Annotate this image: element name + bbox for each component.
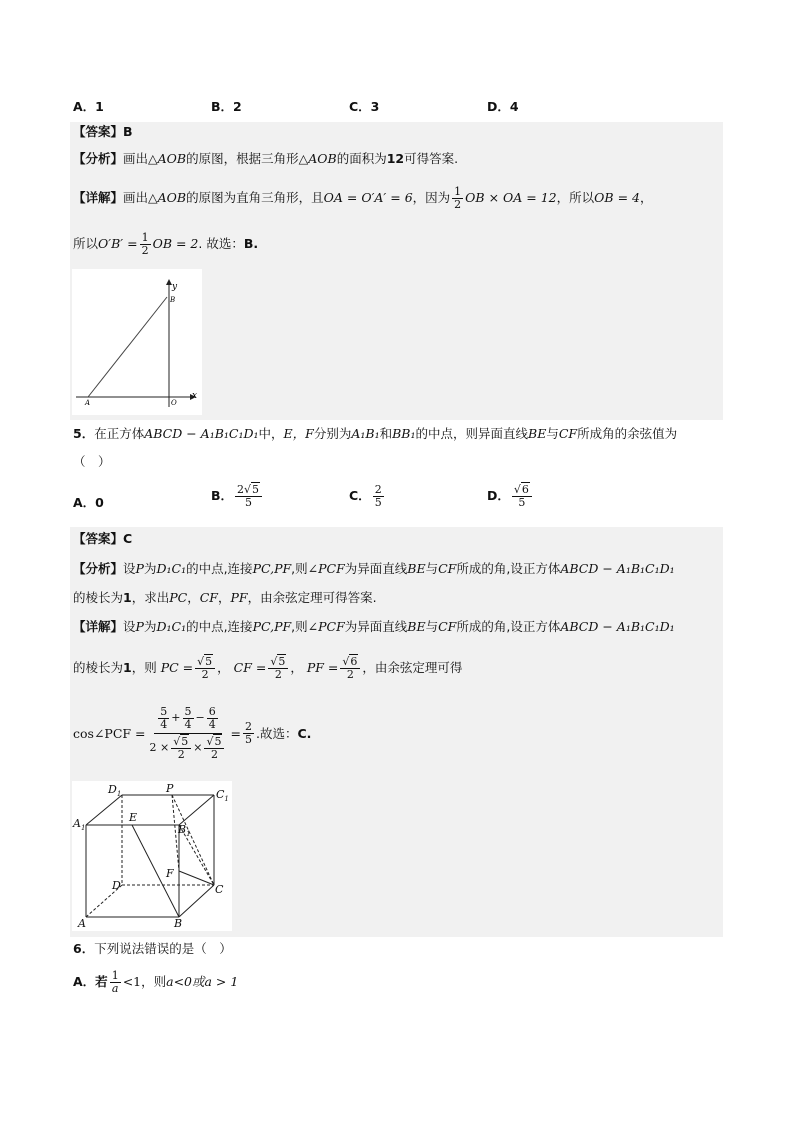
option-d: D．4 (487, 99, 519, 114)
q5-analysis-line1: 【分析】设P为D₁C₁的中点,连接PC,PF,则∠PCF为异面直线BE与CF所成的角,设正方体ABCD − A₁B₁C₁D₁ (73, 561, 675, 576)
option-c: C．3 (349, 99, 380, 114)
q5-detail-line1: 【详解】设P为D₁C₁的中点,连接PC,PF,则∠PCF为异面直线BE与CF所成的角,设正方体ABCD − A₁B₁C₁D₁ (73, 619, 675, 634)
label-f: F (166, 867, 174, 880)
label-d: D (112, 879, 121, 892)
q4-triangle-figure (72, 269, 202, 415)
label-c1: $C_1$ (216, 788, 229, 803)
q5-cos-formula: cos∠PCF = $\frac{5}{4}$ + $\frac{5}{4}$ − $\frac{6}{4}$ 2 × $\frac{√5}{2}$ × $\frac{√5}{2}$ = $\frac{2}{5}$ .故选： C. (73, 704, 312, 761)
q5-paren: （ ） (73, 454, 111, 469)
q5-option-c: C． $\frac{2}{5}$ (349, 483, 382, 509)
q5-option-a: A．0 (73, 495, 104, 510)
label-y: y (172, 282, 178, 292)
q6-option-a: A．若 $\frac{1}{a}$ <1，则a<0或a > 1 (73, 969, 239, 995)
q5-detail-line2: 的棱长为1，则 PC = $\frac{√5}{2}$ ， CF = $\frac{√5}{2}$ ， PF = $\frac{√6}{2}$ ，由余弦定理可得 (73, 655, 463, 681)
label-d1: $D_1$ (108, 783, 122, 798)
label-a: A (78, 917, 86, 930)
label-b: B (174, 917, 183, 930)
label-x: x (192, 391, 198, 401)
q4-detail-line1: 【详解】画出△AOB的原图为直角三角形，且OA = O′A′ = 6，因为 $\frac{1}{2}$ OB × OA = 12，所以OB = 4， (73, 185, 653, 211)
label-c: C (215, 883, 224, 896)
label-a: A (85, 399, 91, 407)
option-a: A．1 (73, 99, 104, 114)
label-b: B (170, 296, 176, 304)
q5-answer: 【答案】C (73, 531, 133, 546)
label-b1: $B_1$ (178, 823, 191, 838)
q6-stem: 6．下列说法错误的是（ ） (73, 941, 232, 956)
q5-option-d: D． $\frac{√6}{5}$ (487, 484, 534, 509)
label-o: O (171, 399, 177, 407)
label-a1: $A_1$ (73, 817, 86, 832)
q4-detail-line2: 所以O′B′ = $\frac{1}{2}$ OB = 2. 故选：B. (73, 231, 259, 257)
option-b: B．2 (211, 99, 242, 114)
q5-cube-figure (72, 781, 232, 931)
q4-analysis: 【分析】画出△AOB的原图，根据三角形△AOB的面积为12可得答案. (73, 151, 459, 166)
q4-answer: 【答案】B (73, 124, 133, 139)
segment-ab (88, 297, 167, 397)
q5-stem: 5．在正方体ABCD − A₁B₁C₁D₁中，E，F分别为A₁B₁和BB₁的中点，则异面直线BE与CF所成角的余弦值为 (73, 426, 678, 441)
label-p: P (166, 782, 174, 795)
label-e: E (129, 811, 138, 824)
q5-option-b: B． $\frac{2√5}{5}$ (211, 484, 264, 509)
q5-analysis-line2: 的棱长为1，求出PC，CF，PF，由余弦定理可得答案. (73, 590, 377, 605)
